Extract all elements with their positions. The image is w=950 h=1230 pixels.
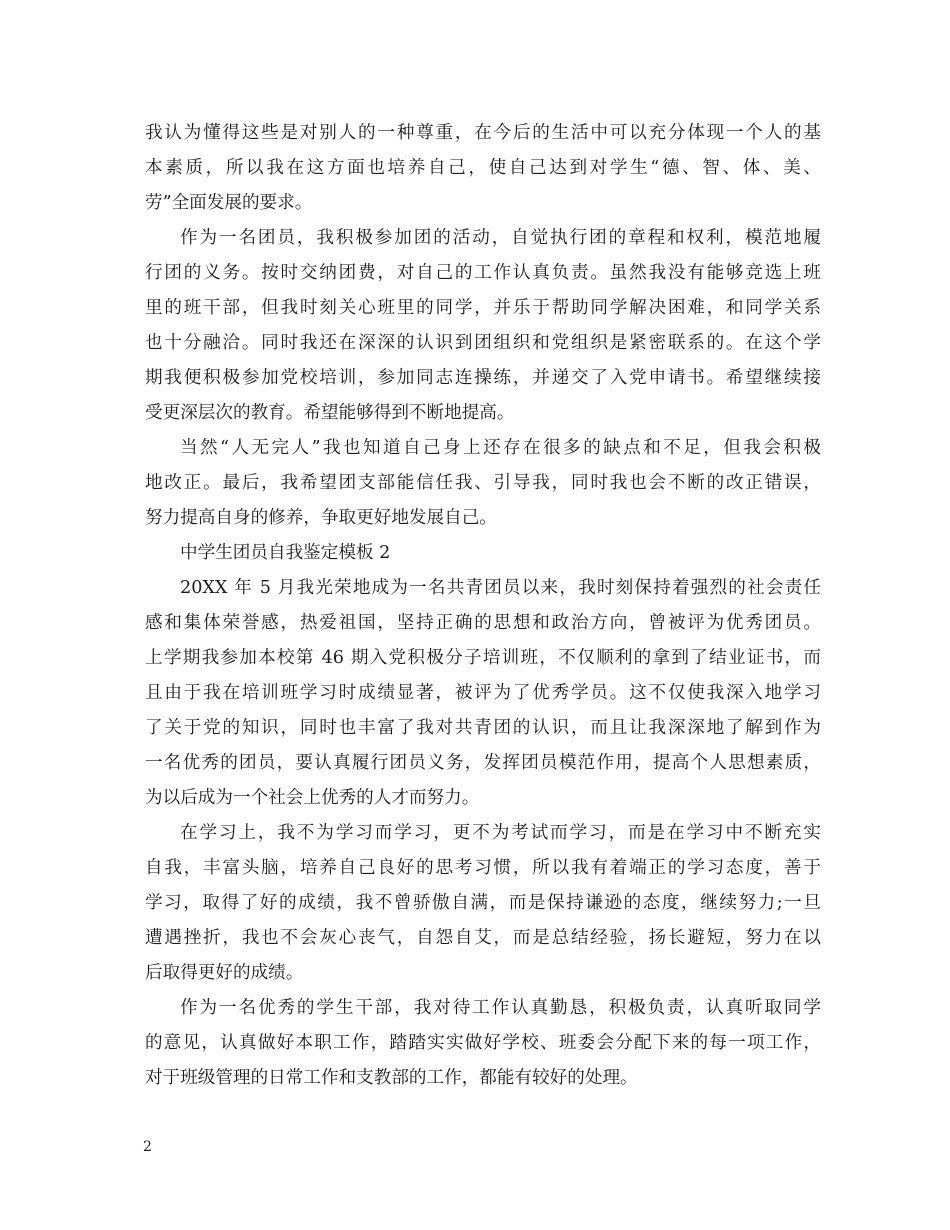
text-line: 受更深层次的教育。希望能够得到不断地提高。 [145, 403, 515, 423]
text-line: 本素质，所以我在这方面也培养自己，使自己达到对学生“德、智、体、美、 [145, 158, 821, 178]
text-line: 遭遇挫折，我也不会灰心丧气，自怨自艾，而是总结经验，扬长避短，努力在以 [145, 928, 821, 948]
text-line: 当然“人无完人”我也知道自己身上还存在很多的缺点和不足，但我会积极 [180, 438, 821, 458]
text-line: 后取得更好的成绩。 [145, 963, 304, 983]
text-line: 了关于党的知识，同时也丰富了我对共青团的认识，而且让我深深地了解到作为 [145, 718, 821, 738]
text-line: 对于班级管理的日常工作和支教部的工作，都能有较好的处理。 [145, 1068, 638, 1088]
text-line: 里的班干部，但我时刻关心班里的同学，并乐于帮助同学解决困难，和同学关系 [145, 298, 821, 318]
text-line: 学习，取得了好的成绩，我不曾骄傲自满，而是保持谦逊的态度，继续努力;一旦 [145, 893, 821, 913]
text-line: 感和集体荣誉感，热爱祖国，坚持正确的思想和政治方向，曾被评为优秀团员。 [145, 613, 821, 633]
text-line: 我认为懂得这些是对别人的一种尊重，在今后的生活中可以充分体现一个人的基 [145, 123, 821, 143]
document-body [145, 116, 821, 1096]
text-line: 中学生团员自我鉴定模板 2 [180, 543, 391, 563]
text-line: 努力提高自身的修养，争取更好地发展自己。 [145, 508, 497, 528]
text-line: 一名优秀的团员，要认真履行团员义务，发挥团员模范作用，提高个人思想素质， [145, 753, 821, 773]
text-line: 上学期我参加本校第 46 期入党积极分子培训班，不仅顺利的拿到了结业证书，而 [145, 648, 821, 668]
text-line: 的意见，认真做好本职工作，踏踏实实做好学校、班委会分配下来的每一项工作， [145, 1033, 821, 1053]
text-line: 作为一名优秀的学生干部，我对待工作认真勤恳，积极负责，认真听取同学 [180, 998, 821, 1018]
text-line: 期我便积极参加党校培训，参加同志连操练，并递交了入党申请书。希望继续接 [145, 368, 821, 388]
text-line: 地改正。最后，我希望团支部能信任我、引导我，同时我也会不断的改正错误， [145, 473, 821, 493]
text-line: 在学习上，我不为学习而学习，更不为考试而学习，而是在学习中不断充实 [180, 823, 821, 843]
text-line: 为以后成为一个社会上优秀的人才而努力。 [145, 788, 480, 808]
text-line: 自我，丰富头脑，培养自己良好的思考习惯，所以我有着端正的学习态度，善于 [145, 858, 821, 878]
text-line: 作为一名团员，我积极参加团的活动，自觉执行团的章程和权利，模范地履 [180, 228, 821, 248]
text-line: 劳”全面发展的要求。 [145, 193, 313, 213]
text-line: 20XX 年 5 月我光荣地成为一名共青团员以来，我时刻保持着强烈的社会责任 [180, 578, 821, 598]
page-number: 2 [143, 1139, 152, 1155]
text-line: 且由于我在培训班学习时成绩显著，被评为了优秀学员。这不仅使我深入地学习 [145, 683, 821, 703]
text-line: 行团的义务。按时交纳团费，对自己的工作认真负责。虽然我没有能够竞选上班 [145, 263, 821, 283]
text-line: 也十分融洽。同时我还在深深的认识到团组织和党组织是紧密联系的。在这个学 [145, 333, 821, 353]
